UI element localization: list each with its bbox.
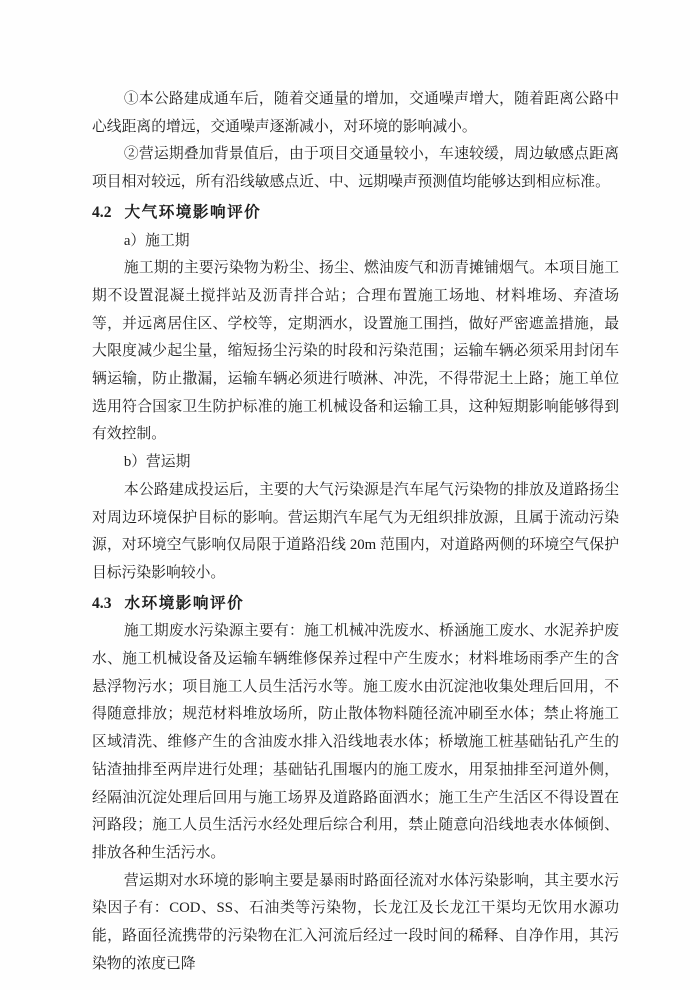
section-heading-water-environment (92, 590, 619, 618)
section-number-4-3: 4.3 (92, 594, 112, 612)
section-number-4-2: 4.2 (92, 203, 112, 221)
subheading-operation-period-air: b）营运期 (123, 454, 191, 471)
section-title-air-environment: 大气环境影响评价 (124, 203, 262, 221)
paragraph-noise-impact-2: ②营运期叠加背景值后，由于项目交通量较小，车速较缓，周边敏感点距离项目相对较远，所有沿线敏感点近、中、远期噪声预测值均能够达到相应标准。 (92, 146, 619, 191)
paragraph-water-construction-period: 施工期废水污染源主要有：施工机械冲洗废水、桥涵施工废水、水泥养护废水、施工机械设备及运输车辆维修保养过程中产生废水；材料堆场雨季产生的含悬浮物污水；项目施工人员生活污水等。施工废水由沉淀池收集处理后回用，不得随意排放；规范材料堆放场所，防止散体物料随径流冲刷至水体；禁止将施工区域清洗、维修产生的含油废水排入沿线地表水体；桥墩施工桩基础钻孔产生的钻渣抽排至两岸进行处理；基础钻孔围堰内的施工废水，用泵抽排至河道外侧，经隔油沉淀处理后回用与施工场界及道路路面洒水；施工生产生活区不得设置在河路段；施工人员生活污水经处理后综合利用，禁止随意向沿线地表水体倾倒、排放各种生活污水。 (92, 623, 619, 861)
paragraph-noise-impact-1: ①本公路建成通车后，随着交通量的增加，交通噪声增大，随着距离公路中心线距离的增远，交通噪声逐渐减小，对环境的影响减小。 (92, 91, 619, 135)
document-content (92, 86, 619, 979)
paragraph-air-operation-period: 本公路建成投运后，主要的大气污染源是汽车尾气污染物的排放及道路扬尘对周边环境保护目标的影响。营运期汽车尾气为无组织排放源，且属于流动污染源，对环境空气影响仅局限于道路沿线 20m 范围内，对道路两侧的环境空气保护目标污染影响较小。 (92, 481, 619, 581)
section-title-water-environment: 水环境影响评价 (124, 594, 245, 612)
section-heading-air-environment (92, 199, 619, 227)
paragraph-air-construction-period: 施工期的主要污染物为粉尘、扬尘、燃油废气和沥青摊铺烟气。本项目施工期不设置混凝土搅拌站及沥青拌合站；合理布置施工场地、材料堆场、弃渣场等，并远离居住区、学校等，定期洒水，设置施工围挡，做好严密遮盖措施，最大限度减少起尘量，缩短扬尘污染的时段和污染范围；运输车辆必须采用封闭车辆运输，防止撒漏，运输车辆必须进行喷淋、冲洗，不得带泥土上路；施工单位选用符合国家卫生防护标准的施工机械设备和运输工具，这种短期影响能够得到有效控制。 (92, 260, 619, 443)
paragraph-water-operation-period: 营运期对水环境的影响主要是暴雨时路面径流对水体污染影响，其主要水污染因子有：COD、SS、石油类等污染物，长龙江及长龙江干渠均无饮用水源功能，路面径流携带的污染物在汇入河流后经过一段时间的稀释、自净作用，其污染物的浓度已降 (92, 872, 619, 972)
subheading-construction-period-air: a）施工期 (123, 232, 190, 249)
